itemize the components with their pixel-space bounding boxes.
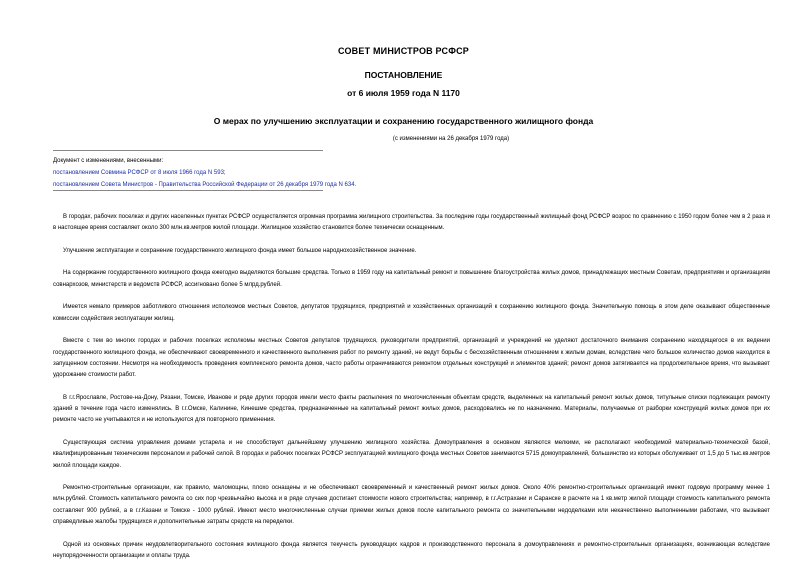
document-type: ПОСТАНОВЛЕНИЕ (364, 70, 443, 80)
paragraph: Одной из основных причин неудовлетворительного состояния жилищного фонда является текучесть руководящих кадров и производственного персонала в домоуправлениях и ремонтно-строительных организациях, возникающая вследствие неупорядоченности организации и оплаты труда. (53, 541, 770, 559)
paragraph: В г.г.Ярославле, Ростове-на-Дону, Рязани, Томске, Иванове и ряде других городов имели место факты распыления по многочисленным объектам средств, выделенных на капитальный ремонт жилых домов, титульные списки подлежащих ремонту зданий в течение года часто изменялись. В г.г.Омске, Калинине, Кинешме средства, предназначенные на капитальный ремонт жилых домов, расходовались не по назначению. Материалы, получаемые от разборки конструкций жилых домов при их ремонте часто не учитываются и не используются для повторного применения. (53, 394, 770, 424)
document-date-number: от 6 июля 1959 года N 1170 (347, 88, 460, 98)
changes-note: (с изменениями на 26 декабря 1979 года) (392, 136, 510, 142)
paragraph: Улучшение эксплуатации и сохранение государственного жилищного фонда имеет большое народнохозяйственное значение. (63, 247, 417, 254)
paragraph: Вместе с тем во многих городах и рабочих поселках исполкомы местных Советов депутатов трудящихся, руководители предприятий, организаций и учреждений не уделяют достаточного внимания сохранению находящегося в их ведении государственного жилищного фонда, не обеспечивают своевременного и качественного выполнения работ по ремонту зданий, не ведут борьбы с бесхозяйственным отношением к жилым домам, вследствие чего большое количество домов находится в запущенном состоянии. Несмотря на необходимость проведения комплексного ремонта домов, часто работы ограничиваются ремонтом отдельных конструкций и элементов зданий; ремонт домов затягивается на продолжительное время, что вызывает удорожание стоимости работ. (53, 338, 770, 379)
document-body (53, 212, 770, 574)
amendment-link-1979[interactable]: постановлением Совета Министров - Правительства Российской Федерации от 26 декабря 1979 года N 634. (53, 182, 357, 188)
divider-top (53, 150, 323, 151)
issuing-authority: СОВЕТ МИНИСТРОВ РСФСР (337, 46, 470, 56)
divider-bottom (53, 190, 323, 191)
paragraph: Имеется немало примеров заботливого отношения исполкомов местных Советов, депутатов трудящихся, предприятий и хозяйственных организаций к сохранению жилищного фонда. Значительную помощь в этом деле оказывают общественные комиссии содействия эксплуатации жилищ. (53, 304, 770, 322)
paragraph: Существующая система управления домами устарела и не способствует дальнейшему улучшению жилищного хозяйства. Домоуправления в основном являются мелкими, не располагают необходимой материально-технической базой, квалифицированным техническим персоналом и рабочей силой. В городах и рабочих поселках РСФСР эксплуатацией жилищного фонда местных Советов занимаются 5715 домоуправлений, большинство из которых обслуживает от 1,5 до 5 тыс.кв.метров жилой площади каждое. (53, 439, 770, 469)
amendment-link-1966[interactable]: постановлением Совмина РСФСР от 8 июля 1966 года N 593; (53, 170, 226, 176)
changes-label: Документ с изменениями, внесенными: (53, 158, 164, 164)
document-title: О мерах по улучшению эксплуатации и сохранению государственного жилищного фонда (213, 116, 594, 126)
paragraph: В городах, рабочих поселках и других населенных пунктах РСФСР осуществляется огромная программа жилищного строительства. За последние годы государственный жилищный фонд РСФСР возрос по сравнению с 1950 годом более чем в 2 раза и в настоящее время составляет около 300 млн.кв.метров жилой площади. Жилищное хозяйство становится более технически оснащенным. (53, 214, 770, 232)
paragraph: На содержание государственного жилищного фонда ежегодно выделяются большие средства. Только в 1959 году на капитальный ремонт и повышение благоустройства жилых домов, принадлежащих местным Советам, предприятиям и организациям совнархозов, министерств и ведомств РСФСР, ассигновано более 5 млрд.рублей. (53, 270, 770, 288)
document-changes-info (53, 155, 356, 191)
paragraph: Ремонтно-строительные организации, как правило, маломощны, плохо оснащены и не обеспечивают своевременный и качественный ремонт жилых домов. Около 40% ремонтно-строительных организаций имеют годовую программу менее 1 млн.рублей. Стоимость капитального ремонта со сих пор чрезвычайно высока и в ряде случаев достигает стоимости нового строительства; например, в г.г.Астрахани и Саранске в расчете на 1 кв.метр жилой площади стоимость капитального ремонта составляет 900 рублей, а в г.г.Казани и Томске - 1000 рублей. Имеют место многочисленные случаи приемки жилых домов после капитального ремонта со значительными недоделками или некачественно выполненными работами, что вызывает справедливые жалобы трудящихся и дополнительные затраты средств на переделки. (53, 485, 770, 526)
